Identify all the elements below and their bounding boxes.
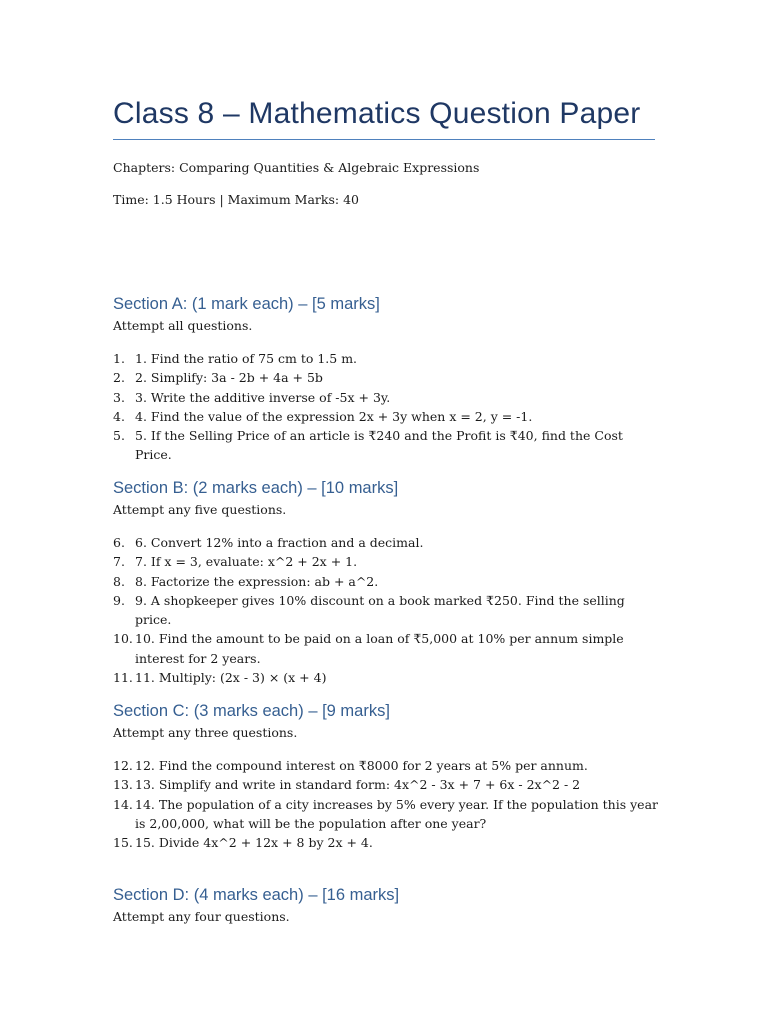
question-text: 5. If the Selling Price of an article is ₹240 and the Profit is ₹40, find the Cost Price. <box>135 428 623 463</box>
time-marks-line: Time: 1.5 Hours | Maximum Marks: 40 <box>113 192 359 207</box>
question-list <box>113 349 658 465</box>
question-number: 1. <box>113 351 125 366</box>
question-number: 15. <box>113 835 133 851</box>
question-number: 12. <box>113 758 133 773</box>
chapters-line: Chapters: Comparing Quantities & Algebraic Expressions <box>113 160 480 175</box>
section-a <box>113 293 658 465</box>
question-number: 2. <box>113 370 125 386</box>
section-d <box>113 884 658 926</box>
question-text: 13. Simplify and write in standard form: 4x^2 - 3x + 7 + 6x - 2x^2 - 2 <box>135 777 581 793</box>
section-instruction: Attempt all questions. <box>113 318 253 333</box>
question-text: 1. Find the ratio of 75 cm to 1.5 m. <box>135 351 358 366</box>
question-number: 9. <box>113 592 125 608</box>
question-text: 10. Find the amount to be paid on a loan of ₹5,000 at 10% per annum simple interest for 2 years. <box>135 631 624 666</box>
question-text: 7. If x = 3, evaluate: x^2 + 2x + 1. <box>135 554 358 570</box>
question-item <box>113 591 658 630</box>
question-item <box>113 407 658 426</box>
section-heading: Section A: (1 mark each) – [5 marks] <box>113 295 380 313</box>
question-text: 12. Find the compound interest on ₹8000 for 2 years at 5% per annum. <box>135 758 588 773</box>
question-list <box>113 533 658 687</box>
section-heading: Section D: (4 marks each) – [16 marks] <box>113 886 400 904</box>
question-number: 7. <box>113 554 125 570</box>
section-heading: Section C: (3 marks each) – [9 marks] <box>113 702 390 720</box>
question-text: 9. A shopkeeper gives 10% discount on a book marked ₹250. Find the selling price. <box>135 592 625 628</box>
question-number: 3. <box>113 389 125 405</box>
question-item <box>113 533 658 552</box>
question-item <box>113 833 658 852</box>
question-item <box>113 795 658 834</box>
question-number: 4. <box>113 408 125 424</box>
question-item <box>113 572 658 591</box>
question-number: 8. <box>113 573 125 589</box>
question-text: 14. The population of a city increases by 5% every year. If the population this year is 2,00,000, what will be the population after one year? <box>135 796 658 831</box>
question-text: 2. Simplify: 3a - 2b + 4a + 5b <box>135 370 323 386</box>
question-item <box>113 388 658 407</box>
question-item <box>113 552 658 571</box>
question-text: 8. Factorize the expression: ab + a^2. <box>135 573 379 589</box>
question-number: 11. <box>113 670 133 686</box>
question-item <box>113 668 658 687</box>
question-item <box>113 368 658 387</box>
question-item <box>113 349 658 368</box>
page-title: Class 8 – Mathematics Question Paper <box>113 97 641 130</box>
section-instruction: Attempt any three questions. <box>113 725 298 740</box>
question-number: 14. <box>113 796 133 812</box>
section-heading: Section B: (2 marks each) – [10 marks] <box>113 479 399 497</box>
question-list <box>113 756 658 852</box>
question-text: 11. Multiply: (2x - 3) × (x + 4) <box>135 670 327 686</box>
question-text: 3. Write the additive inverse of -5x + 3y. <box>135 389 391 405</box>
question-item <box>113 756 658 775</box>
question-text: 6. Convert 12% into a fraction and a decimal. <box>135 535 424 550</box>
question-number: 13. <box>113 777 133 793</box>
question-text: 15. Divide 4x^2 + 12x + 8 by 2x + 4. <box>135 835 373 851</box>
question-number: 10. <box>113 631 133 647</box>
question-number: 6. <box>113 535 125 550</box>
section-instruction: Attempt any five questions. <box>113 502 287 517</box>
title-divider <box>113 139 655 140</box>
section-b <box>113 477 658 687</box>
question-number: 5. <box>113 428 125 444</box>
section-instruction: Attempt any four questions. <box>113 909 290 924</box>
question-item <box>113 629 658 668</box>
question-item <box>113 426 658 465</box>
question-text: 4. Find the value of the expression 2x + 3y when x = 2, y = -1. <box>135 408 533 424</box>
question-item <box>113 775 658 794</box>
section-c <box>113 700 658 852</box>
